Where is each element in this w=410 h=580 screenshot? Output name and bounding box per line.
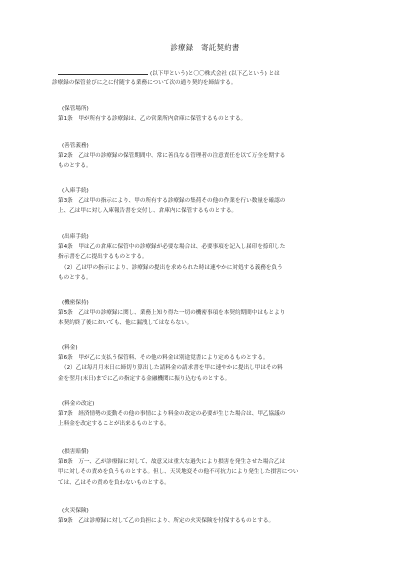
article-text: ものとする。 — [58, 274, 92, 281]
article-heading: (火災保険) — [62, 508, 89, 514]
intro-line-1-text: (以下甲という)と〇〇株式会社 (以下乙という) とは — [150, 71, 280, 77]
article-text: （2）乙は毎月月末日に締切り算出した請料金の請求書を甲に速やかに提出し甲はその料 — [61, 365, 283, 372]
article-text: ては、乙はその責めを負わないものとする。 — [58, 479, 170, 486]
article-text: 上、乙は甲に対し入庫報告書を交付し、倉庫内に保管するものとする。 — [58, 208, 238, 215]
article-7 — [58, 399, 358, 430]
article-heading: (機密保持) — [62, 300, 89, 306]
article-heading: (出庫手続) — [62, 234, 89, 240]
intro-line-1 — [58, 70, 358, 79]
article-text: 甲に対しその責めを負うものとする。但し、天災地変その他不可抗力により発生した損害につい — [58, 469, 299, 476]
article-text: （2）乙は甲の指示により、診療録の提出を求められた時は速やかに対処する義務を負う — [61, 264, 283, 271]
article-heading: (入庫手続) — [62, 188, 89, 194]
article-text: 第3条 乙は甲の指示により、甲の所有する診療録の集荷その他の作業を行い数量を確認の — [58, 198, 286, 205]
intro-line-2: 診療録の保管並びに之に付随する業務について次の通り契約を締結する。 — [52, 80, 237, 86]
document-title: 診療録 寄託契約書 — [170, 43, 240, 52]
article-4 — [58, 232, 358, 283]
article-1 — [58, 104, 358, 124]
article-text: 指示書を乙に提出するものとする。 — [58, 254, 148, 261]
article-text: 第4条 甲は乙の倉庫に保管中の診療録が必要な場合は、必要事項を記入し届印を捺印した — [58, 244, 286, 251]
article-heading: (善管義務) — [62, 143, 89, 149]
article-text: 第2条 乙は甲の診療録の保管期間中、常に善良なる管理者の注意責任を以て万全を期する — [58, 153, 286, 160]
article-2 — [58, 141, 358, 172]
article-heading: (保管場所) — [62, 106, 89, 112]
article-text: 第9条 乙は診療録に対して乙の負担により、所定の火災保険を付保するものとする。 — [58, 518, 275, 525]
article-8 — [58, 447, 358, 488]
article-9 — [58, 506, 358, 526]
article-text: 金を翌月(末日)までに乙の指定する金融機関に振り込むものとする。 — [58, 375, 231, 382]
intro-paragraph — [52, 70, 358, 88]
article-3 — [58, 186, 358, 217]
article-text: 第7条 経済情勢の変動その他の事情により料金の改定の必要が生じた場合は、甲乙協議の — [58, 411, 286, 418]
article-text: 上料金を改定することが出来るものとする。 — [58, 421, 170, 428]
article-text: 第6条 甲が乙に支払う保管料、その他の料金は別途覚書により定めるものとする。 — [58, 355, 269, 362]
article-heading: (料金) — [62, 345, 78, 351]
article-text: 第1条 甲が所有する診療録は、乙の営業所内倉庫に保管するものとする。 — [58, 116, 247, 123]
article-text: 第8条 万一、乙が診療録に対して、故意又は重大な過失により損害を発生させた場合乙は — [58, 459, 286, 466]
article-heading: (損害賠償) — [62, 449, 89, 455]
article-heading: (料金の改定) — [62, 401, 95, 407]
article-text: 本契約終了後においても、他に漏洩してはならない。 — [58, 320, 193, 327]
party-name-blank[interactable] — [58, 74, 148, 75]
article-6 — [58, 343, 358, 384]
article-text: 第5条 乙は甲の診療録に関し、業務上知り得た一切の機密事項を本契約期間中はもとより — [58, 310, 286, 317]
article-5 — [58, 298, 358, 329]
article-text: ものとする。 — [58, 163, 92, 170]
